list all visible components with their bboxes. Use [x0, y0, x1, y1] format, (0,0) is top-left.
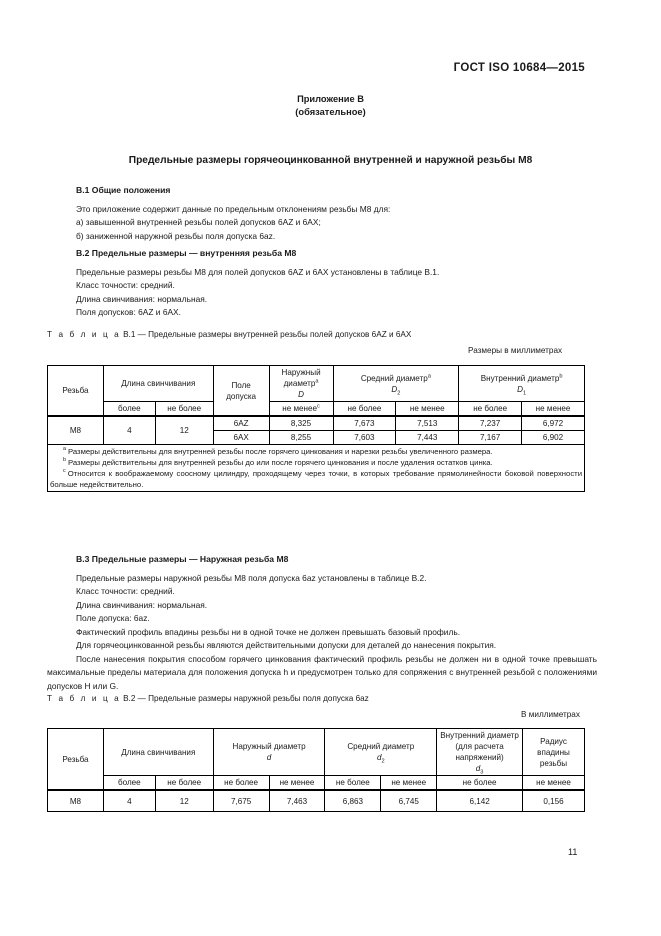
th-root-radius-line-3: резьбы — [539, 758, 568, 768]
paragraph-b2 — [76, 266, 596, 320]
cell-minor-max: 7,167 — [459, 431, 522, 445]
th-engagement-length: Длина свинчивания — [103, 729, 213, 776]
cell-minor-min: 6,902 — [522, 431, 585, 445]
th-root-radius — [523, 729, 585, 776]
cell-pitch-min: 7,513 — [396, 416, 459, 431]
footnote-b-marker: b — [63, 457, 66, 464]
annex-heading — [0, 93, 661, 118]
b2-line-3: Длина свинчивания: нормальная. — [76, 293, 208, 304]
th-len-more-than: более — [103, 776, 155, 791]
footnote-a — [50, 446, 582, 457]
footnote-b — [50, 457, 582, 468]
table-b2-caption-word: Т а б л и ц а — [47, 694, 121, 703]
th-pitch-not-less-than: не менее — [396, 402, 459, 417]
th-minor-diameter-label: Внутренний диаметр — [480, 373, 560, 383]
th-len-more-than: более — [103, 402, 155, 417]
th-major-diameter-label: Наружный диаметр — [281, 368, 321, 388]
table-b1-caption-rest: В.1 — Предельные размеры внутренней резьбы полей допусков 6AZ и 6AX — [123, 330, 412, 339]
paragraph-b3 — [76, 572, 596, 652]
table-row — [48, 416, 585, 431]
th-minor-diameter-footnote-marker: b — [559, 372, 563, 379]
paragraph-b3-last — [47, 653, 597, 693]
cell-major-max: 7,675 — [213, 790, 269, 812]
table-b2-header-row-2 — [48, 776, 585, 791]
table-b1-notes-row — [48, 445, 585, 492]
footnote-c-text: Относится к воображаемому соосному цилиндру, проходящему через точки, в которых требование прямолинейности боковой поверхности больше недействительно. — [50, 469, 582, 489]
cell-minor-max: 6,142 — [437, 790, 523, 812]
cell-len-not-more: 12 — [155, 790, 213, 812]
table-b1-caption-word: Т а б л и ц а — [47, 330, 121, 339]
table-b1-header-row-1 — [48, 366, 585, 402]
cell-major-min: 8,255 — [269, 431, 333, 445]
cell-major-min: 8,325 — [269, 416, 333, 431]
footnote-a-text: Размеры действительны для внутренней резьбы после горячего цинкования и нарезки резьбы увеличенного размера. — [68, 447, 493, 456]
table-b1 — [47, 365, 585, 492]
th-root-radius-line-2: впадины — [537, 747, 570, 757]
table-b1-footnotes — [48, 445, 585, 492]
th-pitch-not-more-than: не более — [325, 776, 381, 791]
page-number: 11 — [568, 847, 578, 857]
table-b2-caption — [47, 694, 369, 703]
b1-line-1: Это приложение содержит данные по предельным отклонениям резьбы М8 для: — [76, 204, 391, 214]
th-pitch-diameter-subscript: 2 — [397, 390, 401, 397]
th-minor-diameter-line-1: Внутренний диаметр — [440, 731, 519, 740]
cell-thread: М8 — [48, 416, 104, 445]
table-b1-header-row-2 — [48, 402, 585, 417]
document-header-standard-ref: ГОСТ ISO 10684—2015 — [453, 62, 585, 74]
table-b2-caption-rest: В.2 — Предельные размеры наружной резьбы поля допуска 6az — [123, 694, 369, 703]
th-minor-diameter-symbol: d — [475, 764, 481, 773]
th-minor-diameter-symbol: D — [517, 384, 523, 394]
th-minor-diameter-line-3: напряжений) — [455, 753, 504, 762]
b3-line-1: Предельные размеры наружной резьбы М8 поля допуска 6az установлены в таблице В.2. — [76, 573, 427, 583]
th-major-not-less-than: не менее — [269, 776, 325, 791]
th-major-not-more-than: не более — [213, 776, 269, 791]
annex-label: Приложение В — [297, 94, 364, 104]
th-major-diameter-footnote-marker: a — [315, 378, 319, 385]
annex-obligation: (обязательное) — [295, 106, 366, 117]
table-b2 — [47, 728, 585, 812]
th-pitch-diameter-footnote-marker: a — [427, 372, 431, 379]
th-pitch-diameter-symbol: d — [376, 753, 382, 762]
footnote-b-text: Размеры действительны для внутренней резьбы до или после горячего цинкования и после удаления остатков цинка. — [68, 458, 493, 467]
th-pitch-diameter — [333, 366, 459, 402]
table-b1-caption — [47, 330, 411, 339]
heading-b2: В.2 Предельные размеры — внутренняя резьба М8 — [76, 248, 297, 258]
th-minor-diameter — [437, 729, 523, 776]
th-len-not-more-than: не более — [155, 776, 213, 791]
th-minor-diameter — [459, 366, 585, 402]
th-thread: Резьба — [48, 366, 104, 417]
th-major-diameter-label: Наружный диаметр — [232, 742, 306, 751]
cell-len-more: 4 — [103, 416, 155, 445]
b3-line-6: Для горячеоцинкованной резьбы являются действительными допуски для деталей до нанесения покрытия. — [76, 640, 497, 651]
table-b2-header-row-1 — [48, 729, 585, 776]
cell-major-min: 7,463 — [269, 790, 325, 812]
cell-minor-max: 7,237 — [459, 416, 522, 431]
b2-line-4: Поля допусков: 6AZ и 6AX. — [76, 307, 181, 318]
heading-b3: В.3 Предельные размеры — Наружная резьба М8 — [76, 554, 289, 564]
th-root-radius-not-less-than: не менее — [523, 776, 585, 791]
th-pitch-not-less-than: не менее — [381, 776, 437, 791]
th-major-not-less-than-label: не менее — [282, 404, 317, 413]
b2-line-1: Предельные размеры резьбы М8 для полей допусков 6AZ и 6AX установлены в таблице В.1. — [76, 267, 440, 277]
b3-line-4: Поле допуска: 6az. — [76, 613, 150, 624]
table-b2-units: В миллиметрах — [521, 710, 580, 719]
th-minor-diameter-line-2: (для расчета — [455, 742, 504, 751]
th-major-diameter — [269, 366, 333, 402]
cell-pitch-min: 6,745 — [381, 790, 437, 812]
th-pitch-diameter — [325, 729, 437, 776]
cell-pitch-max: 7,673 — [333, 416, 396, 431]
cell-minor-min: 6,972 — [522, 416, 585, 431]
footnote-c — [50, 468, 582, 490]
th-minor-not-less-than: не менее — [522, 402, 585, 417]
cell-thread: М8 — [48, 790, 104, 812]
paragraph-b1 — [76, 203, 596, 243]
footnote-a-marker: a — [63, 446, 66, 453]
b1-line-2: а) завышенной внутренней резьбы полей допусков 6AZ и 6AX; — [76, 217, 321, 228]
b3-line-5: Фактический профиль впадины резьбы ни в одной точке не должен превышать базовый профиль. — [76, 626, 461, 637]
th-len-not-more-than: не более — [155, 402, 213, 417]
b2-line-2: Класс точности: средний. — [76, 280, 175, 291]
cell-pitch-max: 6,863 — [325, 790, 381, 812]
b3-line-2: Класс точности: средний. — [76, 586, 175, 597]
th-pitch-diameter-symbol: D — [391, 384, 398, 394]
heading-b1: В.1 Общие положения — [76, 185, 171, 195]
cell-len-not-more: 12 — [155, 416, 213, 445]
th-major-not-less-than — [269, 402, 333, 417]
th-tolerance-field: Поле допуска — [213, 366, 269, 417]
b3-last-text: После нанесения покрытия способом горячего цинкования фактический профиль резьбы не должен ни в одной точке превышать максимальные пределы материала для положения допуска h и предусмотрен только для сопряжения с внутренней резьбой с положениями допусков H или G. — [47, 654, 597, 691]
th-major-diameter-symbol: D — [298, 390, 304, 399]
th-major-diameter-symbol: d — [266, 753, 272, 762]
th-minor-not-more-than: не более — [459, 402, 522, 417]
cell-tolerance: 6AZ — [213, 416, 269, 431]
th-root-radius-line-1: Радиус — [540, 736, 567, 746]
th-major-not-less-than-footnote-marker: c — [317, 403, 320, 410]
th-engagement-length: Длина свинчивания — [103, 366, 213, 402]
cell-root-radius-min: 0,156 — [523, 790, 585, 812]
footnote-c-marker: c — [63, 468, 66, 475]
cell-pitch-min: 7,443 — [396, 431, 459, 445]
th-pitch-not-more-than: не более — [333, 402, 396, 417]
b1-line-3: б) заниженной наружной резьбы поля допуска 6az. — [76, 230, 276, 241]
th-thread: Резьба — [48, 729, 104, 791]
cell-tolerance: 6AX — [213, 431, 269, 445]
th-pitch-diameter-label: Средний диаметр — [360, 373, 428, 383]
th-pitch-diameter-subscript: 2 — [381, 758, 385, 765]
th-minor-diameter-subscript: 3 — [480, 769, 484, 776]
table-b1-units: Размеры в миллиметрах — [468, 346, 563, 355]
cell-len-more: 4 — [103, 790, 155, 812]
annex-title: Предельные размеры горячеоцинкованной внутренней и наружной резьбы М8 — [128, 155, 533, 166]
th-major-diameter — [213, 729, 325, 776]
th-minor-diameter-subscript: 1 — [522, 390, 527, 397]
b3-line-3: Длина свинчивания: нормальная. — [76, 599, 208, 610]
table-row — [48, 790, 585, 812]
th-minor-not-more-than: не более — [437, 776, 523, 791]
cell-pitch-max: 7,603 — [333, 431, 396, 445]
th-pitch-diameter-label: Средний диаметр — [347, 742, 415, 751]
